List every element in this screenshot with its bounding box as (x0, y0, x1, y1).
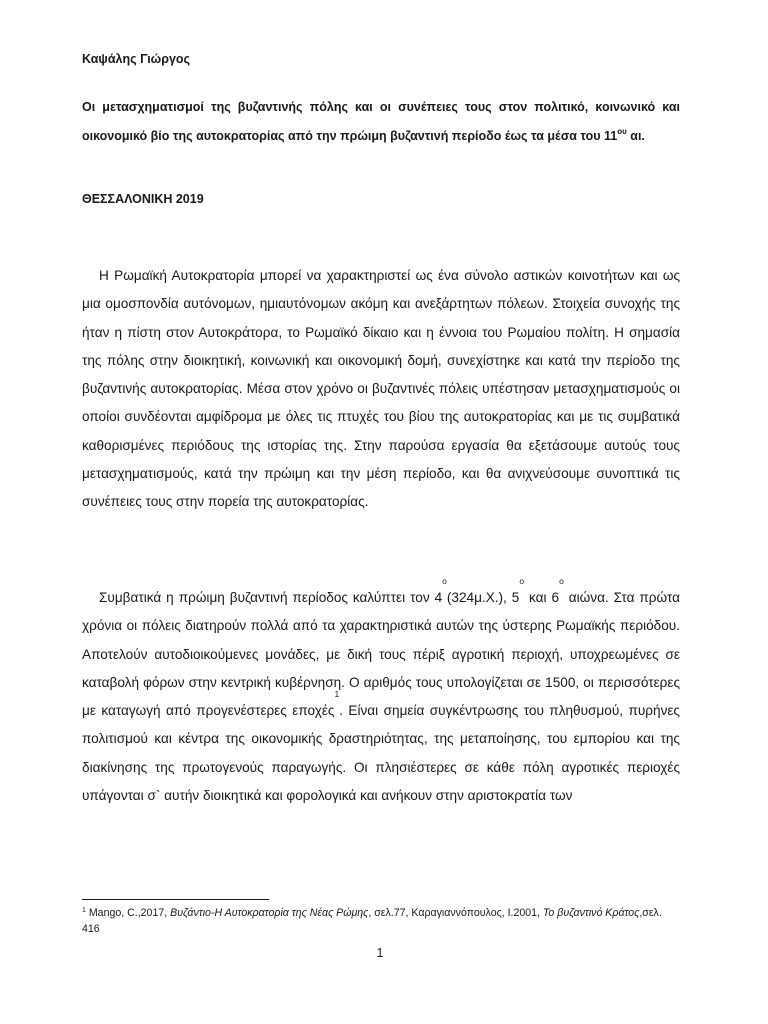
ordinal-superscript: ο (442, 576, 447, 586)
ordinal-superscript: ο (559, 576, 564, 586)
footnote-text: Mango, C.,2017, (85, 907, 171, 919)
title-suffix: αι. (626, 128, 645, 143)
title-superscript: ου (617, 126, 627, 136)
title-main: Οι μετασχηματισμοί της βυζαντινής πόλης και οι συνέπειες τους στον πολιτικό, κοινωνικό και οικονομικό βίο της αυτοκρατορίας από την πρώιμη βυζαντινή περίοδο έως τα μέσα του 11 (82, 100, 680, 143)
document-title (82, 93, 680, 150)
ordinal-superscript: ο (519, 576, 525, 586)
paragraph-segment: και 6 (524, 590, 560, 605)
footnote-book-title: Βυζάντιο-Η Αυτοκρατορία της Νέας Ρώμης (170, 907, 369, 919)
footnote-divider (82, 899, 269, 900)
paragraph-segment: Συμβατικά η πρώιμη βυζαντινή περίοδος καλύπτει τον 4 (99, 590, 443, 605)
paragraph-early-period (82, 576, 680, 810)
footnote-text: , σελ.77, Καραγιαννόπουλος, Ι.2001, (368, 907, 543, 919)
author-name: Καψάλης Γιώργος (82, 52, 191, 66)
paragraph-segment: . Είναι σημεία συγκέντρωσης του πληθυσμού, πυρήνες πολιτισμού και κέντρα της οικονομικής δραστηριότητας, της μεταποίησης, του εμπορίου και της διακίνησης της πρωτογενούς παραγωγής. Οι πλησιέστερες σε κάθε πόλη αγροτικές περιοχές υπάγονται σ` αυτήν διοικητικά και φορολογικά και ανήκουν στην αριστοκρατία των (82, 703, 680, 804)
footnote-text: ,σελ. 416 (82, 907, 662, 935)
paragraph-introduction: Η Ρωμαϊκή Αυτοκρατορία μπορεί να χαρακτηριστεί ως ένα σύνολο αστικών κοινοτήτων και ως μια ομοσπονδία αυτόνομων, ημιαυτόνομων ακόμη και ανεξάρτητων πόλεων. Στοιχεία συνοχής της ήταν η πίστη στον Αυτοκράτορα, το Ρωμαϊκό δίκαιο και η έννοια του Ρωμαίου πολίτη. Η σημασία της πόλης στην διοικητική, κοινωνική και οικονομική δομή, συνεχίστηκε και κατά την περίοδο της βυζαντινής αυτοκρατορίας. Μέσα στον χρόνο οι βυζαντινές πόλεις υπέστησαν μετασχηματισμούς οι οποίοι συνδέονται αμφίδρομα με όλες τις πτυχές του βίου της αυτοκρατορίας και με τις συμβατικά καθορισμένες περιόδους της ιστορίας της. Στην παρούσα εργασία θα εξετάσουμε αυτούς τους μετασχηματισμούς, κατά την πρώιμη και την μέση περίοδο, και θα ανιχνεύσουμε συνοπτικά τις συνέπειες τους στην πορεία της αυτοκρατορίας. (82, 268, 680, 510)
footnote (82, 905, 682, 937)
page-number: 1 (376, 946, 384, 960)
paragraph-segment: αιώνα. Στα πρώτα χρόνια οι πόλεις διατηρούν πολλά από τα χαρακτηριστικά αυτών της ύστερης Ρωμαϊκής περιόδου. Αποτελούν αυτοδιοικούμενες μονάδες, με δική τους πέριξ αγροτική περιοχή, υποχρεωμένες σε καταβολή φόρων στην κεντρική κυβέρνηση. Ο αριθμός τους υπολογίζεται σε 1500, οι περισσότερες με καταγωγή από προγενέστερες εποχές (82, 590, 680, 719)
paragraph-segment: (324μ.Χ.), 5 (446, 590, 520, 605)
footnote-book-title: Το βυζαντινό Κράτος (542, 907, 640, 919)
place-year: ΘΕΣΣΑΛΟΝΙΚΗ 2019 (82, 192, 204, 206)
footnote-number: 1 (82, 907, 86, 914)
footnote-reference[interactable]: 1 (334, 689, 340, 700)
